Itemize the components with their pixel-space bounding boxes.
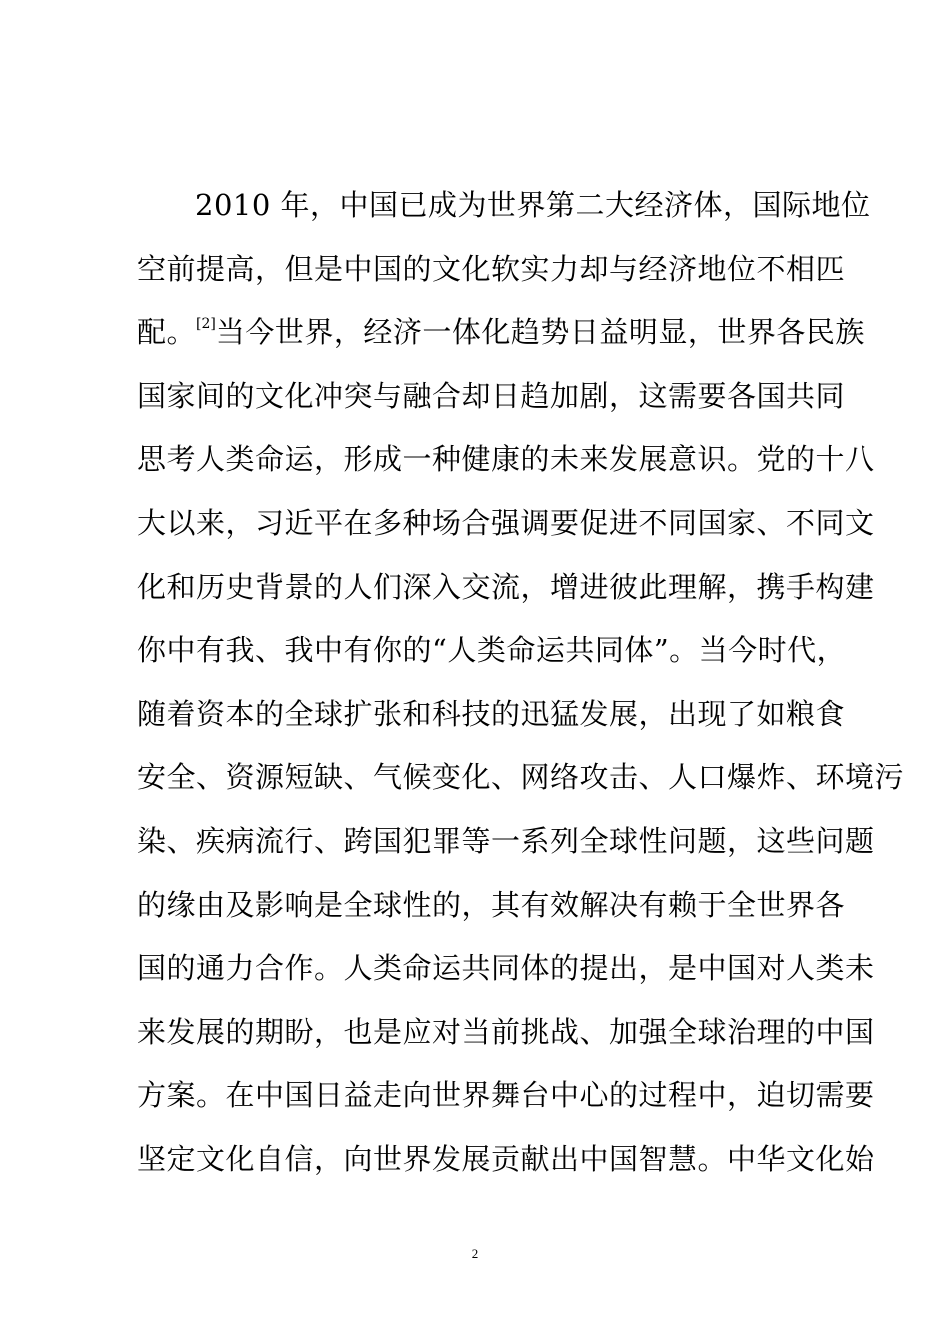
- text-line: [137, 301, 865, 365]
- body-paragraph: [137, 174, 905, 1192]
- text-line: 大以来，习近平在多种场合强调要促进不同国家、不同文: [137, 505, 875, 540]
- text-line: 化和历史背景的人们深入交流，增进彼此理解，携手构建: [137, 569, 875, 604]
- text-line: 你中有我、我中有你的“人类命运共同体”。当今时代，: [137, 633, 847, 668]
- text-line: 思考人类命运，形成一种健康的未来发展意识。党的十八: [137, 442, 875, 477]
- text-line: 国的通力合作。人类命运共同体的提出，是中国对人类未: [137, 951, 875, 986]
- text-line: 2010 年，中国已成为世界第二大经济体，国际地位: [195, 188, 871, 222]
- page-number: 2: [471, 1246, 479, 1261]
- text-line: 方案。在中国日益走向世界舞台中心的过程中，迫切需要: [137, 1078, 875, 1113]
- text-line: 坚定文化自信，向世界发展贡献出中国智慧。中华文化始: [137, 1141, 875, 1176]
- text-line: 空前提高，但是中国的文化软实力却与经济地位不相匹: [137, 251, 846, 286]
- text-line: 随着资本的全球扩张和科技的迅猛发展，出现了如粮食: [137, 696, 846, 731]
- text-line: 国家间的文化冲突与融合却日趋加剧，这需要各国共同: [137, 378, 846, 413]
- text-segment: 配。: [137, 315, 197, 350]
- text-line: 来发展的期盼，也是应对当前挑战、加强全球治理的中国: [137, 1014, 875, 1049]
- text-line: 的缘由及影响是全球性的，其有效解决有赖于全世界各: [137, 887, 846, 922]
- text-line: 安全、资源短缺、气候变化、网络攻击、人口爆炸、环境污: [137, 760, 905, 795]
- text-line: 染、疾病流行、跨国犯罪等一系列全球性问题，这些问题: [137, 823, 875, 858]
- text-segment: 当今世界，经济一体化趋势日益明显，世界各民族: [215, 315, 865, 350]
- citation-superscript: [2]: [196, 316, 216, 333]
